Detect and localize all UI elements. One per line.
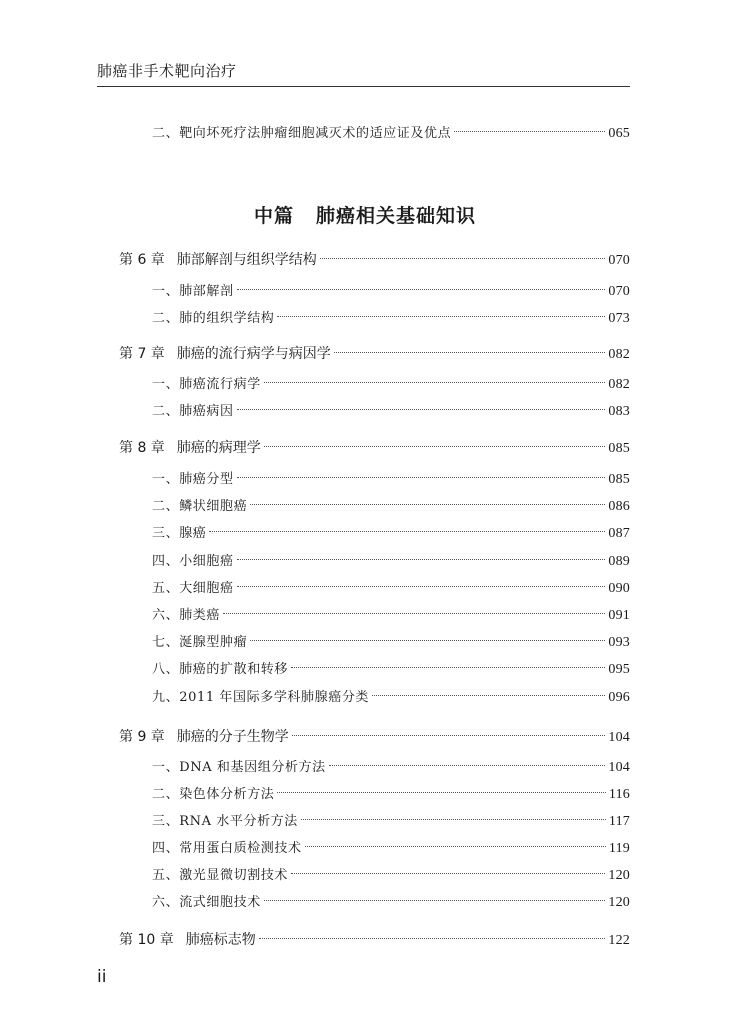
section-page: 090 — [608, 581, 630, 596]
section-page: 117 — [608, 814, 630, 829]
dot-leader — [277, 792, 606, 793]
dot-leader — [237, 477, 606, 478]
section-title: 九、2011 年国际多学科肺腺癌分类 — [152, 690, 370, 705]
section-title: 五、大细胞癌 — [152, 581, 234, 596]
chapter-number: 第 6 章 — [119, 252, 165, 268]
dot-leader — [237, 559, 606, 560]
section-title: 三、腺癌 — [152, 526, 207, 541]
section-page: 096 — [608, 690, 630, 705]
chapter-page: 122 — [608, 933, 630, 948]
dot-leader — [277, 316, 605, 317]
dot-leader — [372, 695, 605, 696]
dot-leader — [454, 131, 605, 132]
dot-leader — [329, 765, 606, 766]
toc-section[interactable] — [152, 523, 630, 545]
section-page: 085 — [608, 472, 630, 487]
toc-section[interactable] — [152, 281, 630, 303]
dot-leader — [250, 640, 605, 641]
section-title: 一、肺部解剖 — [152, 284, 234, 299]
section-page: 073 — [608, 311, 630, 326]
toc-chapter-10[interactable] — [119, 929, 630, 951]
part-heading — [0, 201, 730, 228]
section-title: 一、DNA 和基因组分析方法 — [152, 760, 326, 775]
chapter-number: 第 10 章 — [119, 932, 174, 948]
toc-section[interactable] — [152, 605, 630, 627]
section-title: 一、肺癌分型 — [152, 472, 234, 487]
chapter-page: 070 — [608, 253, 630, 268]
toc-chapter-6[interactable] — [119, 249, 630, 271]
section-title: 三、RNA 水平分析方法 — [152, 814, 298, 829]
dot-leader — [320, 258, 606, 259]
chapter-title: 肺癌的病理学 — [176, 440, 261, 456]
dot-leader — [301, 819, 606, 820]
toc-chapter-8[interactable] — [119, 437, 630, 459]
chapter-number: 第 9 章 — [119, 729, 165, 745]
section-page: 083 — [608, 404, 630, 419]
chapter-number: 第 8 章 — [119, 440, 165, 456]
section-title: 二、肺癌病因 — [152, 404, 234, 419]
toc-section[interactable] — [152, 401, 630, 423]
section-title: 二、肺的组织学结构 — [152, 311, 275, 326]
section-page: 120 — [608, 895, 630, 910]
toc-section[interactable] — [152, 632, 630, 654]
dot-leader — [209, 531, 605, 532]
chapter-number: 第 7 章 — [119, 346, 165, 362]
dot-leader — [223, 613, 605, 614]
toc-section[interactable] — [152, 469, 630, 491]
part-title: 肺癌相关基础知识 — [316, 205, 477, 227]
section-title: 八、肺癌的扩散和转移 — [152, 662, 289, 677]
toc-entry-title: 二、靶向坏死疗法肿瘤细胞减灭术的适应证及优点 — [152, 126, 452, 141]
section-page: 087 — [608, 526, 630, 541]
section-page: 095 — [608, 662, 630, 677]
dot-leader — [264, 900, 606, 901]
dot-leader — [259, 938, 606, 939]
dot-leader — [264, 382, 606, 383]
section-title: 二、染色体分析方法 — [152, 787, 275, 802]
section-page: 086 — [608, 499, 630, 514]
toc-section[interactable] — [152, 308, 630, 330]
dot-leader — [291, 873, 605, 874]
toc-entry-page: 065 — [608, 126, 630, 141]
section-title: 四、小细胞癌 — [152, 554, 234, 569]
dot-leader — [237, 586, 606, 587]
section-page: 104 — [608, 760, 630, 775]
dot-leader — [291, 667, 605, 668]
section-page: 089 — [608, 554, 630, 569]
section-title: 六、流式细胞技术 — [152, 895, 261, 910]
section-page: 119 — [608, 841, 630, 856]
toc-section[interactable] — [152, 811, 630, 833]
chapter-title: 肺癌的分子生物学 — [176, 729, 289, 745]
section-title: 一、肺癌流行病学 — [152, 377, 261, 392]
dot-leader — [250, 504, 605, 505]
section-page: 070 — [608, 284, 630, 299]
toc-entry-top[interactable] — [152, 123, 630, 145]
part-label: 中篇 — [253, 205, 294, 227]
section-page: 093 — [608, 635, 630, 650]
dot-leader — [264, 446, 606, 447]
section-title: 五、激光显微切割技术 — [152, 868, 289, 883]
toc-section[interactable] — [152, 374, 630, 396]
section-title: 七、涎腺型肿瘤 — [152, 635, 248, 650]
chapter-page: 082 — [608, 347, 630, 362]
toc-section[interactable] — [152, 496, 630, 518]
dot-leader — [305, 846, 606, 847]
chapter-title: 肺癌标志物 — [185, 932, 256, 948]
section-title: 二、鳞状细胞癌 — [152, 499, 248, 514]
toc-section[interactable] — [152, 757, 630, 779]
section-title: 六、肺类癌 — [152, 608, 221, 623]
toc-section[interactable] — [152, 784, 630, 806]
dot-leader — [292, 735, 606, 736]
chapter-page: 104 — [608, 730, 630, 745]
section-title: 四、常用蛋白质检测技术 — [152, 841, 302, 856]
toc-section[interactable] — [152, 551, 630, 573]
toc-section[interactable] — [152, 865, 630, 887]
chapter-page: 085 — [608, 441, 630, 456]
dot-leader — [237, 289, 606, 290]
toc-section[interactable] — [152, 892, 630, 914]
chapter-title: 肺部解剖与组织学结构 — [176, 252, 317, 268]
section-page: 091 — [608, 608, 630, 623]
dot-leader — [237, 409, 606, 410]
section-page: 082 — [608, 377, 630, 392]
toc-section[interactable] — [152, 687, 630, 709]
dot-leader — [334, 352, 606, 353]
toc-chapter-7[interactable] — [119, 343, 630, 365]
running-header-title: 肺癌非手术靶向治疗 — [97, 62, 237, 80]
toc-section[interactable] — [152, 659, 630, 681]
toc-section[interactable] — [152, 838, 630, 860]
toc-section[interactable] — [152, 578, 630, 600]
section-page: 120 — [608, 868, 630, 883]
toc-chapter-9[interactable] — [119, 726, 630, 748]
chapter-title: 肺癌的流行病学与病因学 — [176, 346, 331, 362]
page-number: ii — [97, 967, 107, 987]
section-page: 116 — [608, 787, 630, 802]
